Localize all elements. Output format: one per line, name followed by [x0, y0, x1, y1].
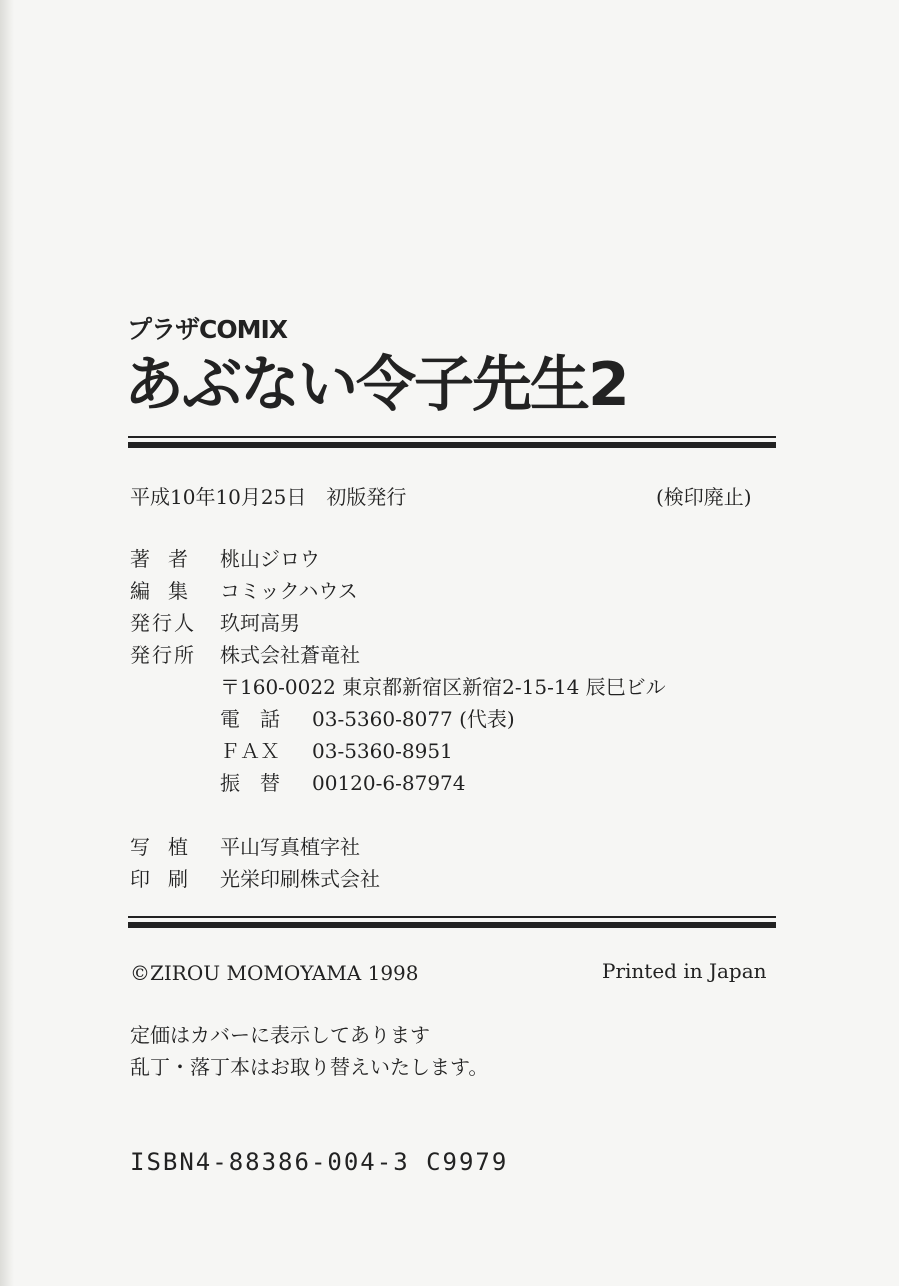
credit-key: 発行所	[130, 643, 196, 667]
seal-note: (検印廃止)	[656, 485, 752, 509]
contact-row-phone	[220, 706, 515, 732]
production-value: 平山写真植字社	[220, 835, 360, 859]
production-key: 写植	[130, 835, 206, 859]
price-notice: 定価はカバーに表示してあります	[130, 1023, 430, 1047]
credit-row-author	[130, 546, 320, 572]
contact-row-transfer	[220, 770, 466, 796]
divider-bottom-thick	[128, 922, 776, 928]
contact-key: ＦＡＸ	[220, 739, 280, 763]
credit-row-publisher-person	[130, 610, 300, 636]
production-row-typesetting	[130, 834, 360, 860]
credit-row-publisher-company	[130, 642, 360, 668]
credit-value: コミックハウス	[220, 579, 358, 603]
credit-key: 著者	[130, 547, 206, 571]
contact-value: 00120-6-87974	[312, 771, 466, 795]
book-title: あぶない令子先生2	[124, 350, 628, 420]
production-value: 光栄印刷株式会社	[220, 867, 380, 891]
production-row-printing	[130, 866, 380, 892]
publisher-address: 〒160-0022 東京都新宿区新宿2-15-14 辰巳ビル	[220, 675, 666, 699]
credit-value: 株式会社蒼竜社	[220, 643, 360, 667]
imprint-label: プラザCOMIX	[127, 315, 288, 344]
contact-value: 03-5360-8077 (代表)	[312, 707, 515, 731]
contact-value: 03-5360-8951	[312, 739, 453, 763]
divider-top-thick	[128, 442, 776, 448]
credit-key: 発行人	[130, 611, 196, 635]
publication-date: 平成10年10月25日 初版発行	[130, 485, 407, 509]
divider-top-thin	[128, 436, 776, 438]
credit-key: 編集	[130, 579, 206, 603]
copyright: ©ZIROU MOMOYAMA 1998	[130, 961, 419, 985]
contact-row-fax	[220, 738, 453, 764]
defect-notice: 乱丁・落丁本はお取り替えいたします。	[130, 1055, 489, 1079]
printed-in: Printed in Japan	[602, 959, 767, 983]
contact-key: 振 替	[220, 771, 280, 795]
contact-key: 電 話	[220, 707, 280, 731]
isbn-code: ISBN4-88386-004-3 C9979	[130, 1148, 509, 1176]
production-key: 印刷	[130, 867, 206, 891]
page-edge	[0, 0, 14, 1286]
credit-value: 桃山ジロウ	[220, 547, 320, 571]
divider-bottom-thin	[128, 916, 776, 918]
credit-row-editor	[130, 578, 358, 604]
credit-value: 玖珂高男	[220, 611, 300, 635]
